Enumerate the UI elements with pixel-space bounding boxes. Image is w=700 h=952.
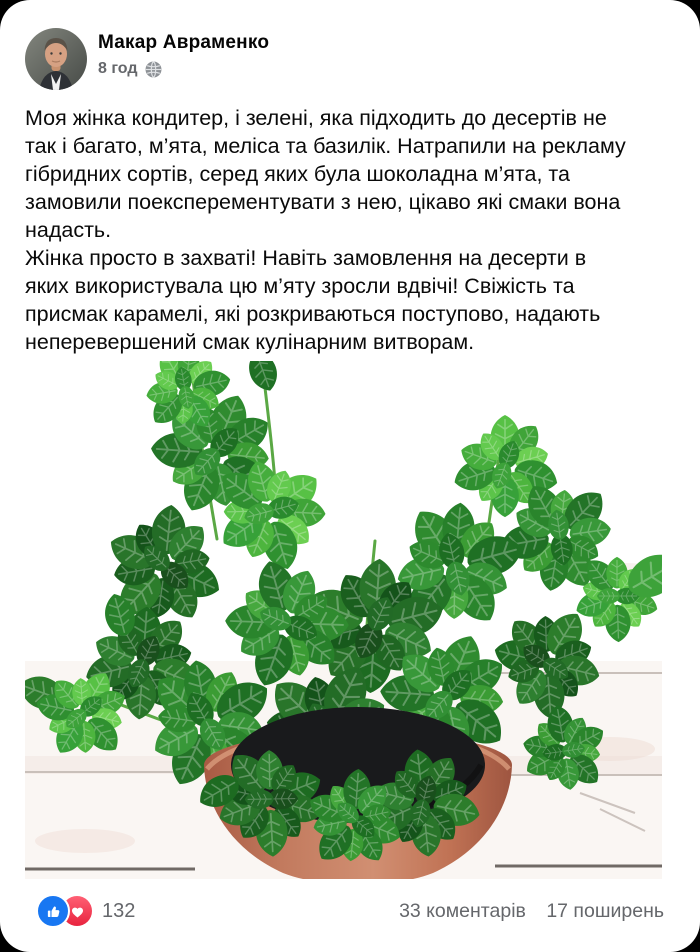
shares-count[interactable]: 17 поширень [546,899,664,922]
thumbs-up-icon[interactable] [36,894,70,928]
mint-plant-photo-illustration [25,361,662,879]
post-footer [0,879,700,928]
post-text-line: замовили поексперементувати з нею, цікаво які смаки вона [25,190,621,214]
post-text-line: яких використувала цю м’яту зросли вдвічі! Свіжість та [25,274,575,298]
post-subrow [98,60,269,78]
post-header [0,0,700,90]
post-text-line: Моя жінка кондитер, і зелені, яка підходить до десертів не [25,106,607,130]
reaction-count[interactable]: 132 [102,899,136,922]
comments-count[interactable]: 33 коментарів [399,899,526,922]
header-meta [98,28,269,90]
post-text-line: присмак карамелі, які розкриваються поступово, надають [25,302,601,326]
avatar-photo [25,28,87,90]
post-text-line: неперевершений смак кулінарним витворам. [25,330,475,354]
post-timestamp[interactable]: 8 год [98,60,138,77]
post-text-line: Жінка просто в захваті! Навіть замовлення на десерти в [25,246,587,270]
post-text-line: так і багато, м’ята, меліса та базилік. Натрапили на рекламу [25,134,626,158]
post-text-line: надасть. [25,218,112,242]
globe-public-icon [145,61,162,78]
author-name[interactable]: Макар Авраменко [98,32,270,53]
post-stats [399,900,664,923]
reactions-summary[interactable] [36,894,135,928]
post-text-line: гібридних сортів, серед яких була шоколадна м’ята, та [25,162,570,186]
avatar[interactable] [25,28,87,90]
post-text [0,90,700,356]
post-photo[interactable] [25,361,662,879]
